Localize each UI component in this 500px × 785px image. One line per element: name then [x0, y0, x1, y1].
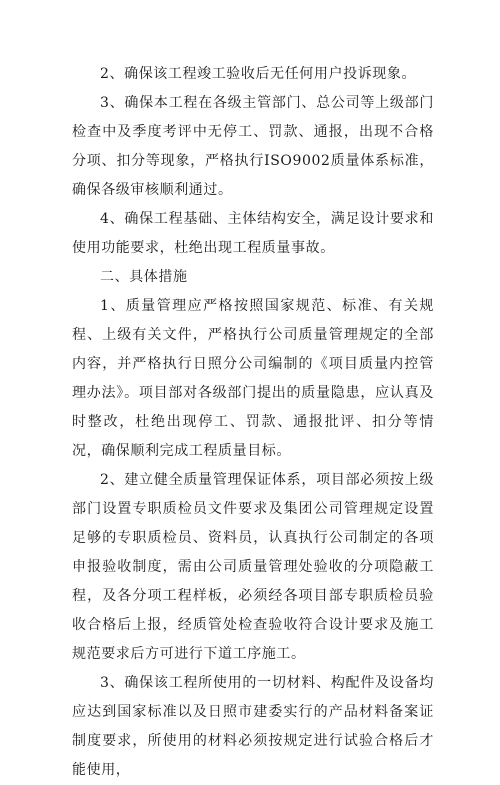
section-heading: 二、具体措施 [100, 269, 188, 285]
document-body [72, 60, 434, 785]
goal-paragraph-4: 4、确保工程基础、主体结构安全，满足设计要求和使用功能要求，杜绝出现工程质量事故。 [72, 211, 434, 256]
measure-paragraph-2: 2、建立健全质量管理保证体系，项目部必须按上级部门设置专职质检员文件要求及集团公司管理规定设置足够的专职质检员、资料员，认真执行公司制定的各项申报验收制度，需由公司质量管理处验收的分项隐蔽工程，及各分项工程样板，必须经各项目部专职质检员验收合格后上报，经质管处检查验收符合设计要求及施工规范要求后方可进行下道工序施工。 [72, 472, 434, 662]
measure-paragraph-3: 3、确保该工程所使用的一切材料、构配件及设备均应达到国家标准以及日照市建委实行的产品材料备案证制度要求，所使用的材料必须按规定进行试验合格后才能使用， [72, 675, 434, 778]
goal-paragraph-3: 3、确保本工程在各级主管部门、总公司等上级部门检查中及季度考评中无停工、罚款、通报，出现不合格分项、扣分等现象，严格执行ISO9002质量体系标准，确保各级审核顺利通过。 [72, 95, 434, 198]
measure-paragraph-1: 1、质量管理应严格按照国家规范、标准、有关规程、上级有关文件，严格执行公司质量管理规定的全部内容，并严格执行日照分公司编制的《项目质量内控管理办法》。项目部对各级部门提出的质量隐患，应认真及时整改，杜绝出现停工、罚款、通报批评、扣分等情况，确保顺利完成工程质量目标。 [72, 298, 434, 459]
goal-paragraph-2: 2、确保该工程竣工验收后无任何用户投诉现象。 [100, 66, 417, 82]
